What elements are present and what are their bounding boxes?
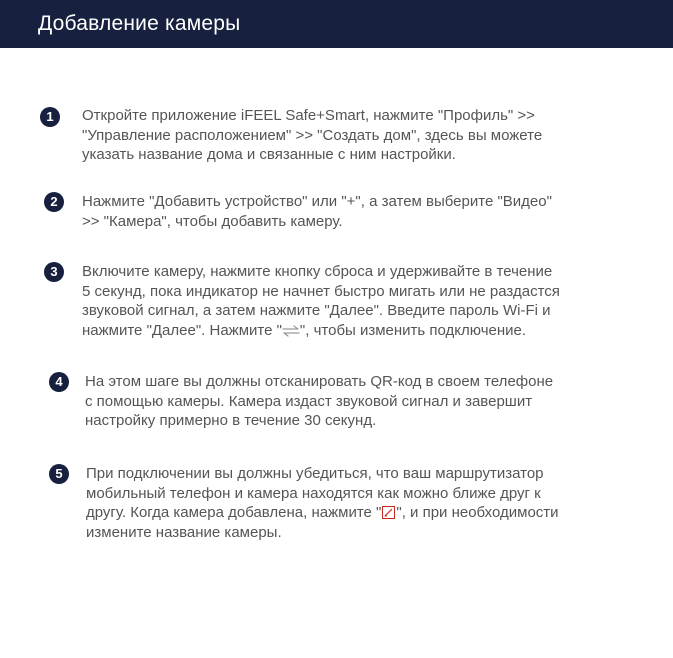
step-text-line: измените название камеры. [86, 523, 282, 541]
step-text [86, 464, 559, 542]
page-title: Добавление камеры [38, 12, 241, 35]
step-text-line: 5 секунд, пока индикатор не начнет быстро мигать или не раздастся [82, 282, 560, 300]
edit-icon [382, 506, 395, 519]
step-text-line: На этом шаге вы должны отсканировать QR-код в своем телефоне [85, 373, 554, 390]
step-text-line: Откройте приложение iFEEL Safe+Smart, нажмите "Профиль" >> [82, 107, 535, 124]
step-text-line [82, 321, 560, 341]
step-text [82, 192, 552, 231]
step-number-badge: 5 [49, 464, 69, 484]
step-text-line: мобильный телефон и камера находятся как можно ближе друг к [86, 484, 541, 502]
step-text-line: Нажмите "Добавить устройство" или "+", а затем выберите "Видео" [82, 193, 552, 210]
step-text-line: с помощью камеры. Камера издаст звуковой сигнал и завершит [85, 392, 533, 410]
step-text [85, 372, 553, 431]
step-number-badge: 2 [44, 192, 64, 212]
step-number-badge: 3 [44, 262, 64, 282]
step-text-segment: нажмите "Далее". Нажмите " [82, 321, 282, 339]
step-text-line: >> "Камера", чтобы добавить камеру. [82, 212, 343, 230]
step-text-line [86, 503, 559, 523]
step-number-badge: 1 [40, 107, 60, 127]
step-text-segment: ", и при необходимости [396, 504, 559, 521]
step-text-segment: ", чтобы изменить подключение. [299, 321, 527, 339]
swap-arrows-icon [282, 325, 300, 337]
step-text-line: Включите камеру, нажмите кнопку сброса и удерживайте в течение [82, 263, 553, 280]
step-text-segment: другу. Когда камера добавлена, нажмите " [86, 504, 382, 521]
step-text [82, 106, 542, 165]
step-number-badge: 4 [49, 372, 69, 392]
step-text-line: настройку примерно в течение 30 секунд. [85, 412, 377, 429]
step-text [82, 262, 560, 340]
step-text-line: "Управление расположением" >> "Создать дом", здесь вы можете [82, 126, 543, 144]
page-header [0, 0, 673, 48]
step-text-line: указать название дома и связанные с ним настройки. [82, 146, 456, 163]
step-text-line: При подключении вы должны убедиться, что ваш маршрутизатор [86, 465, 544, 482]
step-text-line: звуковой сигнал, а затем нажмите "Далее". Введите пароль Wi-Fi и [82, 302, 551, 319]
